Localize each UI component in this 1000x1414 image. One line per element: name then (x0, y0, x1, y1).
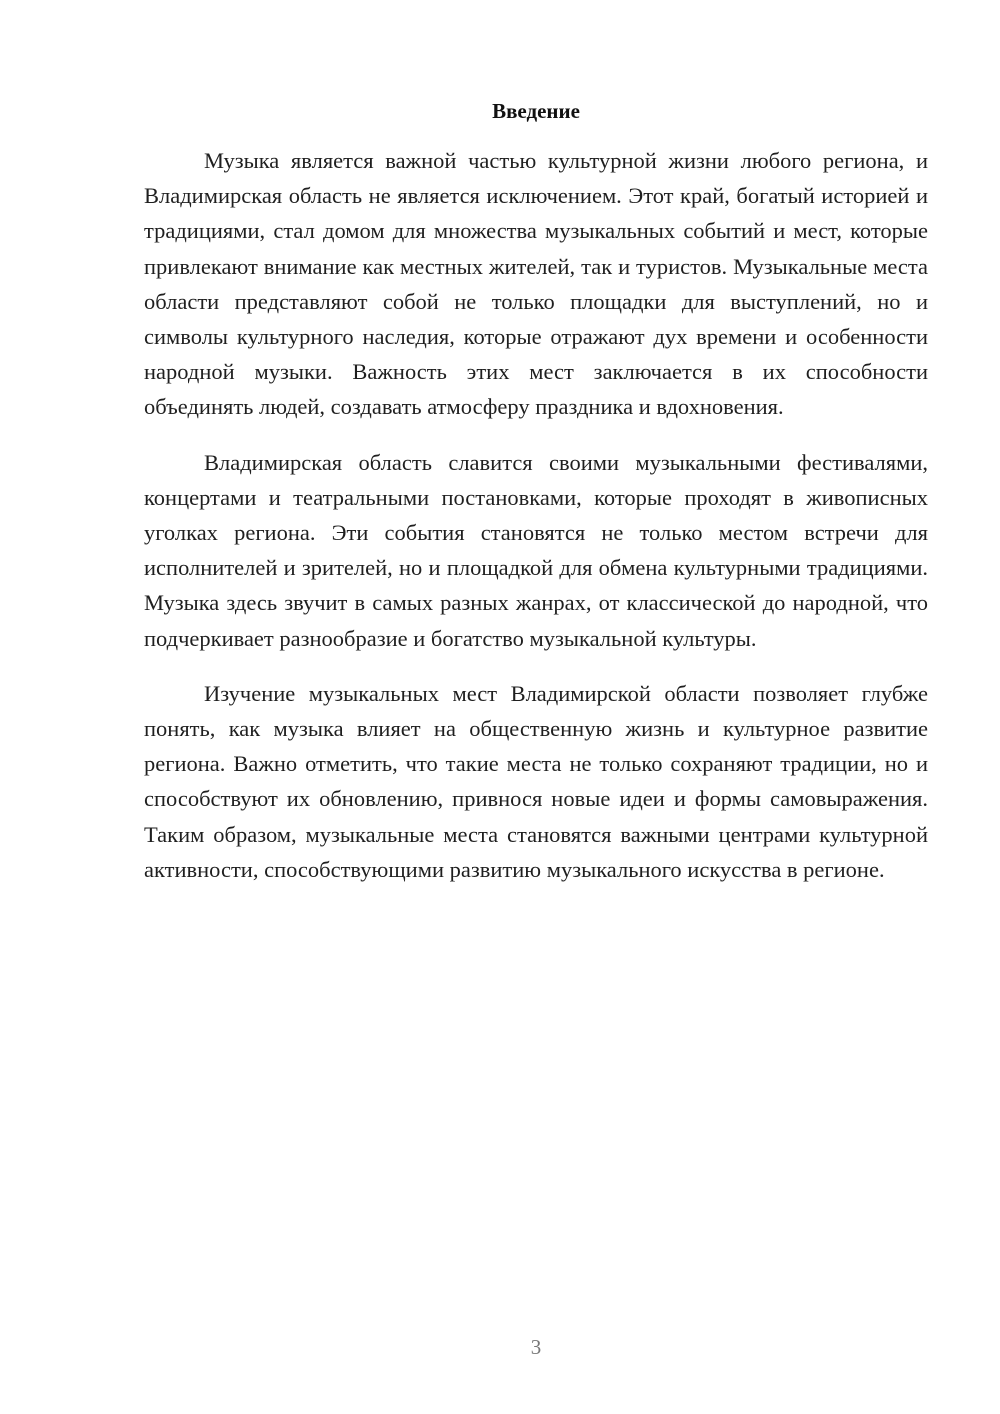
paragraph-3: Изучение музыкальных мест Владимирской области позволяет глубже понять, как музыка влияет на общественную жизнь и культурное развитие региона. Важно отметить, что такие места не только сохраняют традиции, но и способствуют их обновлению, привнося новые идеи и формы самовыражения. Таким образом, музыкальные места становятся важными центрами культурной активности, способствующими развитию музыкального искусства в регионе. (144, 680, 928, 882)
page-title: Введение (492, 99, 580, 123)
paragraph-1: Музыка является важной частью культурной жизни любого региона, и Владимирская область не является исключением. Этот край, богатый историей и традициями, стал домом для множества музыкальных событий и мест, которые привлекают внимание как местных жителей, так и туристов. Музыкальные места области представляют собой не только площадки для выступлений, но и символы культурного наследия, которые отражают дух времени и особенности народной музыки. Важность этих мест заключается в их способности объединять людей, создавать атмосферу праздника и вдохновения. (144, 148, 928, 420)
body-text (144, 143, 928, 887)
paragraph-2: Владимирская область славится своими музыкальными фестивалями, концертами и театральными постановками, которые проходят в живописных уголках региона. Эти события становятся не только местом встречи для исполнителей и зрителей, но и площадкой для обмена культурными традициями. Музыка здесь звучит в самых разных жанрах, от классической до народной, что подчеркивает разнообразие и богатство музыкальной культуры. (144, 449, 928, 651)
page-number: 3 (530, 1335, 542, 1359)
